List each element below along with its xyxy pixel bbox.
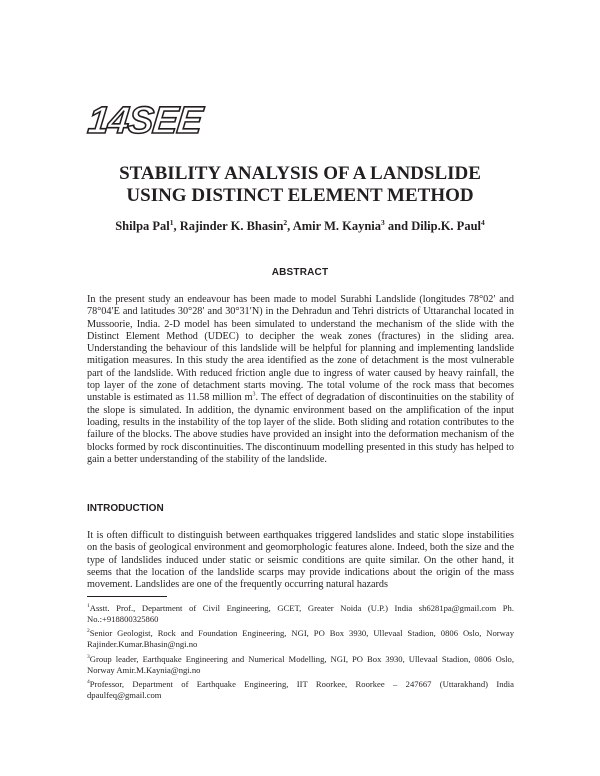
author-name: Rajinder K. Bhasin: [179, 219, 284, 234]
author-name: Dilip.K. Paul: [411, 219, 481, 234]
footnote: [87, 601, 514, 625]
footnote-number: 1: [87, 603, 90, 609]
footnote-text: Group leader, Earthquake Engineering and Numerical Modelling, NGI, PO Box 3930, Ullevaal Stadion, 0806 Oslo, Norway Amir.M.Kaynia@ngi.no: [87, 653, 514, 675]
author-separator: ,: [173, 219, 180, 234]
footnote-text: Professor, Department of Earthquake Engineering, IIT Roorkee, Roorkee – 247667 (Uttarakhand) India dpaulfeq@gmail.com: [87, 678, 514, 700]
cubic-superscript: 3: [252, 391, 256, 398]
abstract-text: [87, 294, 514, 466]
footnote: [87, 677, 514, 701]
footnote-number: 3: [87, 653, 90, 660]
title-line-2: USING DISTINCT ELEMENT METHOD: [126, 185, 474, 206]
abstract-heading: ABSTRACT: [271, 267, 329, 278]
footnote: [87, 626, 514, 650]
title-line-1: STABILITY ANALYSIS OF A LANDSLIDE: [119, 163, 481, 184]
author-affiliation-mark: 4: [481, 218, 485, 227]
footnote-divider: [87, 596, 167, 597]
abstract-text-part-1: In the present study an endeavour has been made to model Surabhi Landslide (longitudes 78°02′ and 78°04′E and latitudes 30°28′ and 30°31′N) in the Dehradun and Tehri districts of Uttaranchal located in Mussoorie, India. 2-D model has been simulated to understand the mechanism of the slide with the Distinct Element Method (UDEC) to decipher the weak zones (fractures) in the sliding area. Understanding the behaviour of this landslide will be helpful for planning and implementing landslide mitigation measures. In this study the area identified as the zone of detachment is the most vulnerable part of the landslide. With reduced friction angle due to ingress of water caused by heavy rainfall, the top layer of the zone of detachment starts moving. The total volume of the rock mass that becomes unstable is estimated as 11.58 million m: [87, 294, 514, 404]
paper-title: [80, 163, 520, 207]
introduction-text: It is often difficult to distinguish between earthquakes triggered landslides and static slope instabilities on the basis of geological environment and geomorphologic features alone. Indeed, both the size and the type of landslides induced under static or seismic conditions are quite similar. On the other hand, it seems that the location of the landslide scarps may provide indications about the origin of the mass movement. Landslides are one of the frequently occurring natural hazards: [87, 530, 514, 591]
abstract-text-part-2: . The effect of degradation of discontinuities on the stability of the slope is simulated. In addition, the dynamic environment based on the amplification of the input loading, results in the instability of the top layer of the slide. Both sliding and rotation contributes to the failure of the blocks. The above studies have provided an insight into the deformation mechanism of the blocks formed by rock discontinuities. The discontinuum modelling presented in this study has helped to gain a better understanding of the stability of the landslide.: [87, 392, 514, 465]
footnote-text: Asstt. Prof., Department of Civil Engineering, GCET, Greater Noida (U.P.) India sh6281pa@gmail.com Ph. No.:+918800325860: [87, 602, 514, 625]
author-list: [60, 218, 540, 234]
author-separator: and: [384, 219, 412, 234]
footnote-number: 2: [87, 628, 90, 635]
introduction-heading: INTRODUCTION: [87, 503, 164, 514]
author-name: Shilpa Pal: [115, 219, 170, 234]
author-affiliation-mark: 3: [381, 218, 385, 227]
author-affiliation-mark: 1: [169, 218, 174, 227]
footnote-number: 4: [87, 678, 90, 685]
conference-logo: 14SEE: [85, 100, 204, 142]
author-affiliation-mark: 2: [283, 218, 288, 227]
author-name: Amir M. Kaynia: [292, 219, 382, 234]
footnotes: [87, 601, 514, 702]
footnote-text: Senior Geologist, Rock and Foundation Engineering, NGI, PO Box 3930, Ullevaal Stadion, 0806 Oslo, Norway Rajinder.Kumar.Bhasin@ngi.no: [87, 628, 514, 650]
author-separator: ,: [287, 219, 293, 234]
footnote: [87, 652, 514, 676]
